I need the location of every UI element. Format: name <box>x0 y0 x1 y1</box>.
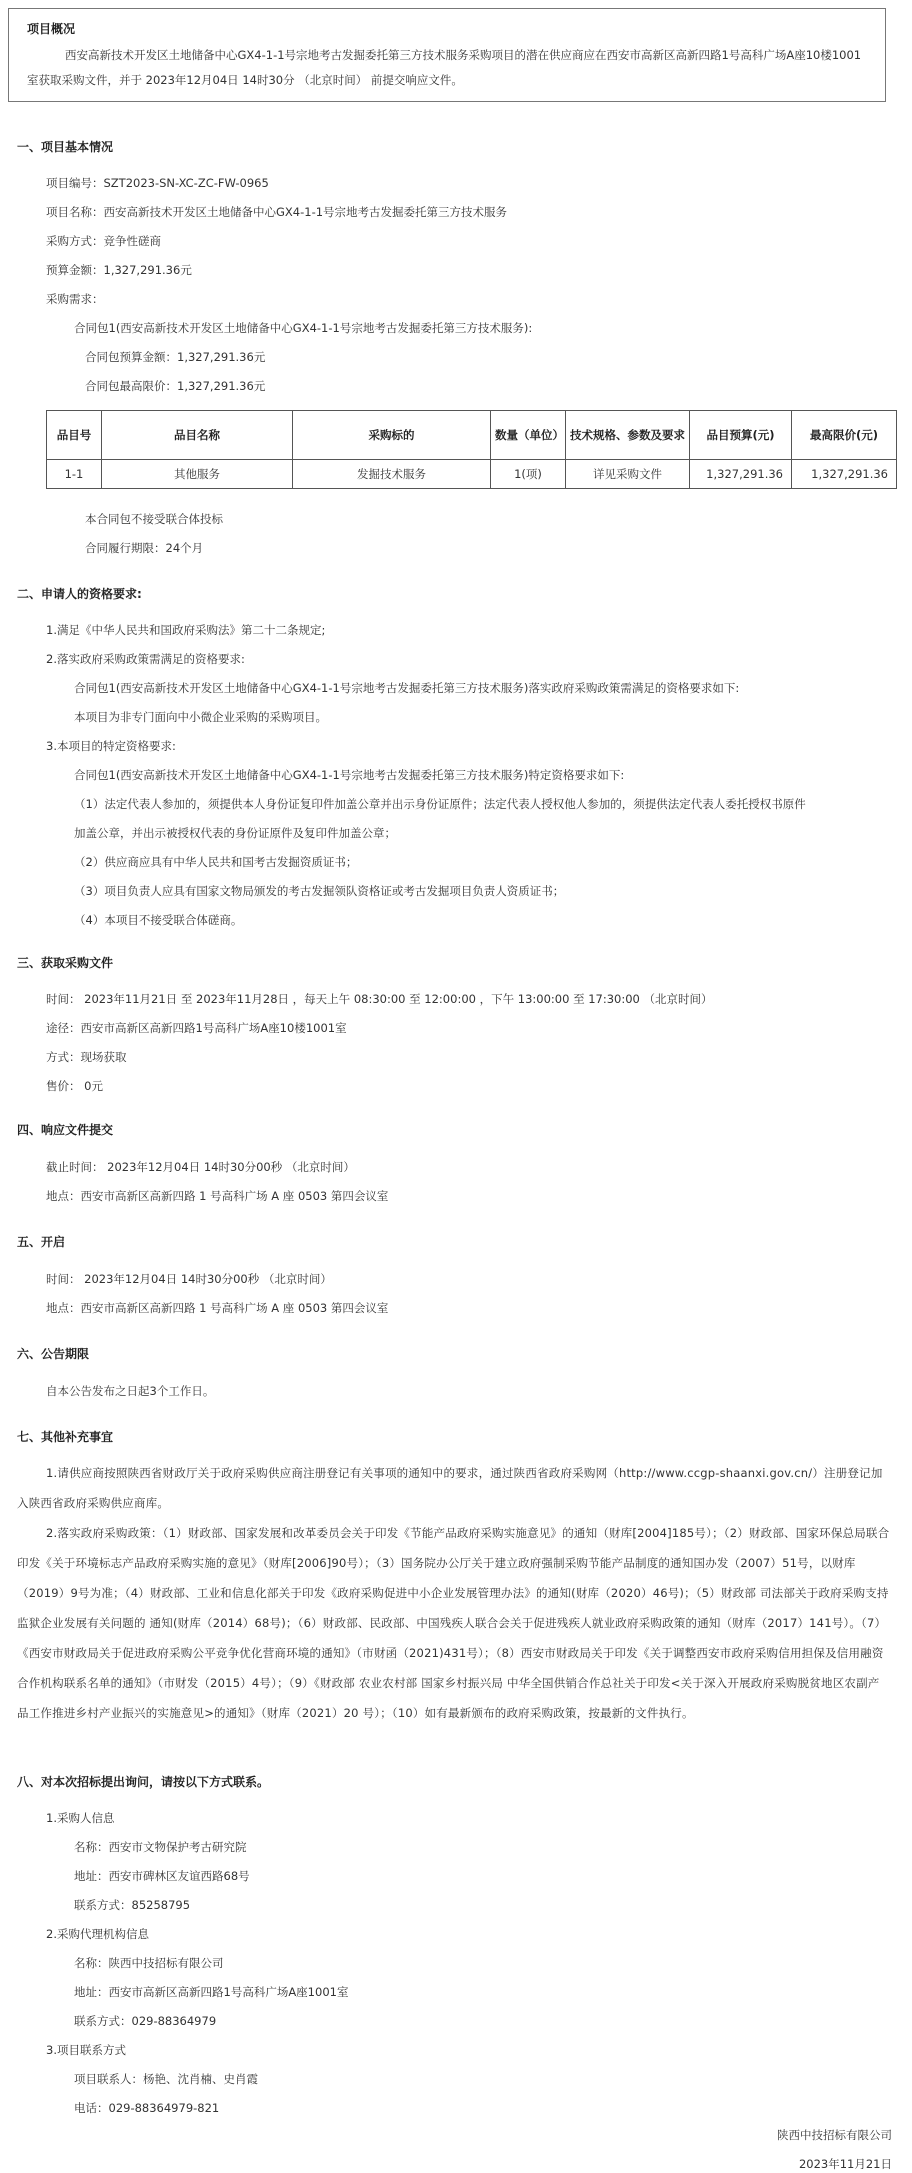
purchaser-name: 名称：西安市文物保护考古研究院 <box>74 1840 247 1854</box>
package-max-price: 合同包最高限价：1,327,291.36元 <box>85 379 266 393</box>
summary-box <box>8 8 886 102</box>
supplement-para-2: 2.落实政府采购政策：（1）财政部、国家发展和改革委员会关于印发《节能产品政府采购实施意见》的通知（财库[2004]185号）；（2）财政部、国家环保总局联合印发《关于环境标志产品政府采购实施的意见》（财库[2006]90号）；（3）国务院办公厅关于建立政府强制采购节能产品制度的通知国办发（2007）51号，以财库（2019）9号为准；（4）财政部、工业和信息化部关于印发《政府采购促进中小企业发展管理办法》的通知(财库（2020）46号)；（5）财政部 司法部关于政府采购支持监狱企业发展有关问题的 通知(财库（2014）68号)；（6）财政部、民政部、中国残疾人联合会关于促进残疾人就业政府采购政策的通知（财库（2017）141号）。（7）《西安市财政局关于促进政府采购公平竞争优化营商环境的通知》（市财函（2021)431号）；（8）西安市财政局关于印发《关于调整西安市政府采购信用担保及信用融资合作机构联系名单的通知》（市财发（2015）4号）；（9）《财政部 农业农村部 国家乡村振兴局 中华全国供销合作总社关于印发<关于深入开展政府采购脱贫地区农副产品工作推进乡村产业振兴的实施意见>的通知》（财库（2021）20 号）；（10）如有最新颁布的政府采购政策，按最新的文件执行。 <box>17 1526 890 1720</box>
table-header-cell: 品目预算(元) <box>690 411 792 460</box>
section-6-heading: 六、公告期限 <box>17 1347 90 1361</box>
table-header-cell: 最高限价(元) <box>792 411 897 460</box>
contact-phone: 电话：029-88364979-821 <box>74 2101 220 2115</box>
acquire-mode: 方式：现场获取 <box>46 1050 127 1064</box>
section-5-heading: 五、开启 <box>17 1235 66 1249</box>
notice-period: 自本公告发布之日起3个工作日。 <box>46 1384 215 1398</box>
section-3-heading: 三、获取采购文件 <box>17 956 114 970</box>
agency-title: 2.采购代理机构信息 <box>46 1927 149 1941</box>
qualification-2: 2.落实政府采购政策需满足的资格要求: <box>46 652 245 666</box>
special-requirement-1b: 加盖公章，并出示被授权代表的身份证原件及复印件加盖公章； <box>74 826 396 840</box>
acquire-price: 售价： 0元 <box>46 1079 103 1093</box>
package-title: 合同包1(西安高新技术开发区土地储备中心GX4-1-1号宗地考古发掘委托第三方技术服务): <box>74 321 533 335</box>
qualification-2-detail: 合同包1(西安高新技术开发区土地储备中心GX4-1-1号宗地考古发掘委托第三方技术服务)落实政府采购政策需满足的资格要求如下: <box>74 681 740 695</box>
special-requirement-2: （2）供应商应具有中华人民共和国考古发掘资质证书； <box>74 855 358 869</box>
table-row <box>47 460 897 489</box>
agency-name: 名称：陕西中技招标有限公司 <box>74 1956 224 1970</box>
summary-text: 西安高新技术开发区土地储备中心GX4-1-1号宗地考古发掘委托第三方技术服务采购项目的潜在供应商应在西安市高新区高新四路1号高科广场A座10楼1001室获取采购文件，并于 2023年12月04日 14时30分 （北京时间） 前提交响应文件。 <box>27 48 862 87</box>
project-name: 项目名称：西安高新技术开发区土地储备中心GX4-1-1号宗地考古发掘委托第三方技术服务 <box>46 205 508 219</box>
qualification-3-detail: 合同包1(西安高新技术开发区土地储备中心GX4-1-1号宗地考古发掘委托第三方技术服务)特定资格要求如下: <box>74 768 625 782</box>
table-header-row <box>47 411 897 460</box>
table-cell: 详见采购文件 <box>566 460 690 489</box>
project-number: 项目编号：SZT2023-SN-XC-ZC-FW-0965 <box>46 176 269 190</box>
package-budget: 合同包预算金额：1,327,291.36元 <box>85 350 266 364</box>
budget-amount: 预算金额：1,327,291.36元 <box>46 263 192 277</box>
special-requirement-1a: （1）法定代表人参加的，须提供本人身份证复印件加盖公章并出示身份证原件；法定代表人授权他人参加的，须提供法定代表人委托授权书原件 <box>74 797 806 811</box>
table-cell: 1(项) <box>491 460 566 489</box>
special-requirement-3: （3）项目负责人应具有国家文物局颁发的考古发掘领队资格证或考古发掘项目负责人资质证书； <box>74 884 565 898</box>
section-1-heading: 一、项目基本情况 <box>17 140 114 154</box>
qualification-2-note: 本项目为非专门面向中小微企业采购的采购项目。 <box>74 710 327 724</box>
acquire-way: 途径：西安市高新区高新四路1号高科广场A座10楼1001室 <box>46 1021 347 1035</box>
summary-title: 项目概况 <box>27 22 76 36</box>
submit-place: 地点：西安市高新区高新四路 1 号高科广场 A 座 0503 第四会议室 <box>46 1189 389 1203</box>
agency-address: 地址：西安市高新区高新四路1号高科广场A座1001室 <box>74 1985 349 1999</box>
opening-time: 时间： 2023年12月04日 14时30分00秒 （北京时间） <box>46 1272 332 1286</box>
procurement-method: 采购方式：竞争性磋商 <box>46 234 161 248</box>
items-table <box>46 410 897 489</box>
table-cell: 1,327,291.36 <box>792 460 897 489</box>
table-header-cell: 技术规格、参数及要求 <box>566 411 690 460</box>
submit-deadline: 截止时间： 2023年12月04日 14时30分00秒 （北京时间） <box>46 1160 355 1174</box>
special-requirement-4: （4）本项目不接受联合体磋商。 <box>74 913 243 927</box>
footer-date: 2023年11月21日 <box>798 2157 892 2171</box>
table-header-cell: 品目号 <box>47 411 102 460</box>
section-7-heading: 七、其他补充事宜 <box>17 1430 114 1444</box>
contact-title: 3.项目联系方式 <box>46 2043 126 2057</box>
agency-phone: 联系方式：029-88364979 <box>74 2014 217 2028</box>
qualification-3: 3.本项目的特定资格要求: <box>46 739 176 753</box>
footer-company: 陕西中技招标有限公司 <box>777 2128 892 2142</box>
table-header-cell: 品目名称 <box>102 411 293 460</box>
purchaser-phone: 联系方式：85258795 <box>74 1898 191 1912</box>
supplement-para-1: 1.请供应商按照陕西省财政厅关于政府采购供应商注册登记有关事项的通知中的要求，通过陕西省政府采购网（http://www.ccgp-shaanxi.gov.cn/）注册登记加入陕西省政府采购供应商库。 <box>17 1466 883 1510</box>
acquire-time: 时间： 2023年11月21日 至 2023年11月28日 ，每天上午 08:30:00 至 12:00:00 ，下午 13:00:00 至 17:30:00 （北京时间） <box>46 992 713 1006</box>
section-2-heading: 二、申请人的资格要求: <box>17 587 142 601</box>
table-cell: 1,327,291.36 <box>690 460 792 489</box>
table-cell: 其他服务 <box>102 460 293 489</box>
no-consortium-note: 本合同包不接受联合体投标 <box>85 512 223 526</box>
opening-place: 地点：西安市高新区高新四路 1 号高科广场 A 座 0503 第四会议室 <box>46 1301 389 1315</box>
purchaser-title: 1.采购人信息 <box>46 1811 115 1825</box>
contact-person: 项目联系人：杨艳、沈肖楠、史肖霞 <box>74 2072 258 2086</box>
table-cell: 1-1 <box>47 460 102 489</box>
section-8-heading: 八、对本次招标提出询问，请按以下方式联系。 <box>17 1775 270 1789</box>
demand-label: 采购需求： <box>46 292 104 306</box>
qualification-1: 1.满足《中华人民共和国政府采购法》第二十二条规定; <box>46 623 326 637</box>
table-cell: 发掘技术服务 <box>293 460 491 489</box>
purchaser-address: 地址：西安市碑林区友谊西路68号 <box>74 1869 250 1883</box>
section-4-heading: 四、响应文件提交 <box>17 1123 114 1137</box>
contract-period: 合同履行期限：24个月 <box>85 541 204 555</box>
table-header-cell: 数量（单位） <box>491 411 566 460</box>
table-header-cell: 采购标的 <box>293 411 491 460</box>
